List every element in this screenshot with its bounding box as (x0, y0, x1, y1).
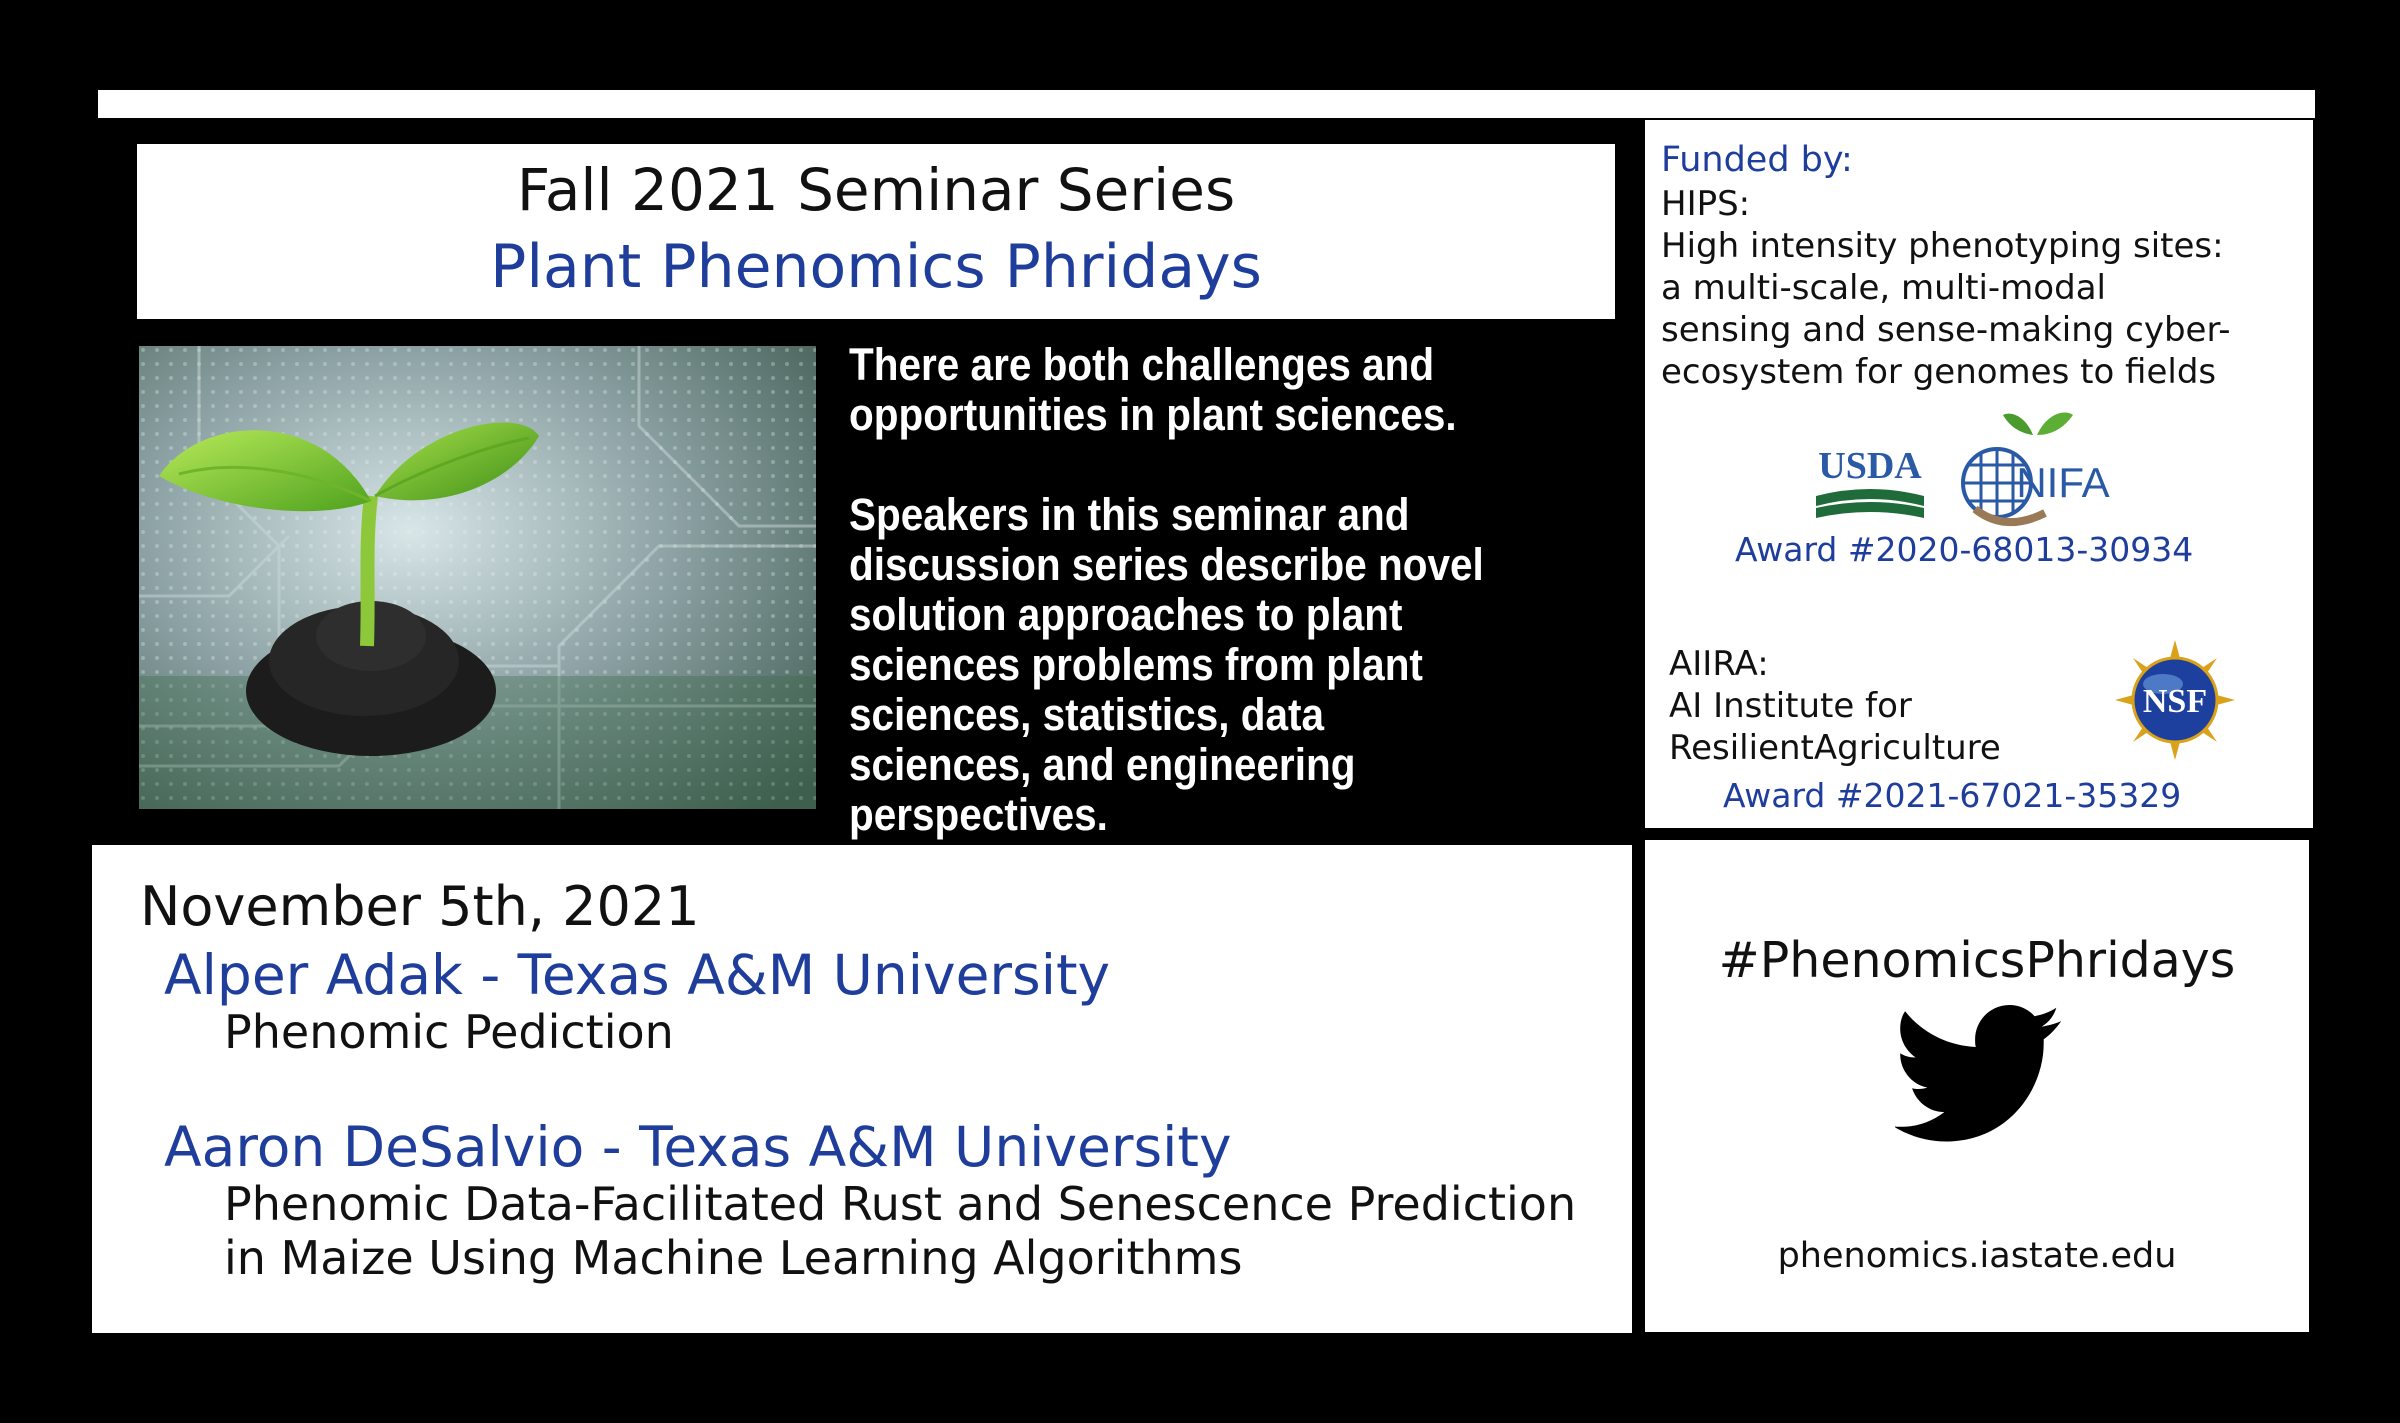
funding-panel (1645, 120, 2313, 828)
twitter-bird-icon[interactable] (1895, 1005, 2065, 1145)
aiira-line-1: AI Institute for (1669, 686, 1912, 726)
funded-by-label: Funded by: (1661, 140, 1853, 180)
hips-line: a multi-scale, multi-modal (1661, 268, 2106, 308)
intro-paragraph-1: There are both challenges and opportunities in plant sciences. (849, 339, 1457, 440)
hips-line: High intensity phenotyping sites: (1661, 226, 2224, 266)
intro-paragraph-2: Speakers in this seminar and discussion series describe novel solution approaches to plant sciences problems from plant sciences, statistics, data sciences, and engineering perspectives. (849, 489, 1484, 840)
hips-line: sensing and sense-making cyber- (1661, 310, 2231, 350)
nsf-logo (2115, 640, 2235, 760)
divider (1645, 832, 2305, 840)
speaker-1-name: Alper Adak - Texas A&M University (164, 943, 1111, 1007)
nifa-logo-text: NIFA (2016, 459, 2110, 506)
aiira-title: AIIRA: (1669, 644, 1769, 684)
speaker-2-talk-line-2: in Maize Using Machine Learning Algorithms (224, 1231, 1243, 1285)
series-title: Fall 2021 Seminar Series (516, 156, 1236, 224)
speaker-2-name: Aaron DeSalvio - Texas A&M University (164, 1115, 1232, 1179)
series-subtitle: Plant Phenomics Phridays (490, 232, 1262, 302)
social-panel (1645, 840, 2309, 1332)
title-box (137, 144, 1615, 319)
award-usda: Award #2020-68013-30934 (1735, 530, 2194, 569)
speaker-2-talk-line-1: Phenomic Data-Facilitated Rust and Senescence Prediction (224, 1177, 1577, 1231)
hips-description (1661, 225, 2311, 393)
top-white-strip (98, 90, 2315, 118)
seedling-circuit-image (139, 346, 816, 809)
nifa-logo (1955, 405, 2115, 535)
website-link[interactable]: phenomics.iastate.edu (1777, 1236, 2177, 1276)
intro-text (849, 340, 1515, 890)
event-panel (92, 845, 1632, 1333)
speaker-1-talk: Phenomic Pediction (224, 1005, 674, 1059)
hips-line: ecosystem for genomes to fields (1661, 352, 2217, 392)
hashtag: #PhenomicsPhridays (1718, 932, 2236, 989)
event-date: November 5th, 2021 (140, 875, 700, 938)
hips-title: HIPS: (1661, 184, 1751, 224)
seedling-illustration (139, 346, 816, 809)
aiira-line-2: ResilientAgriculture (1669, 728, 2001, 768)
usda-logo-text: USDA (1818, 445, 1922, 487)
award-nsf: Award #2021-67021-35329 (1723, 776, 2182, 815)
nsf-logo-text: NSF (2142, 683, 2208, 720)
usda-logo (1810, 438, 1930, 524)
